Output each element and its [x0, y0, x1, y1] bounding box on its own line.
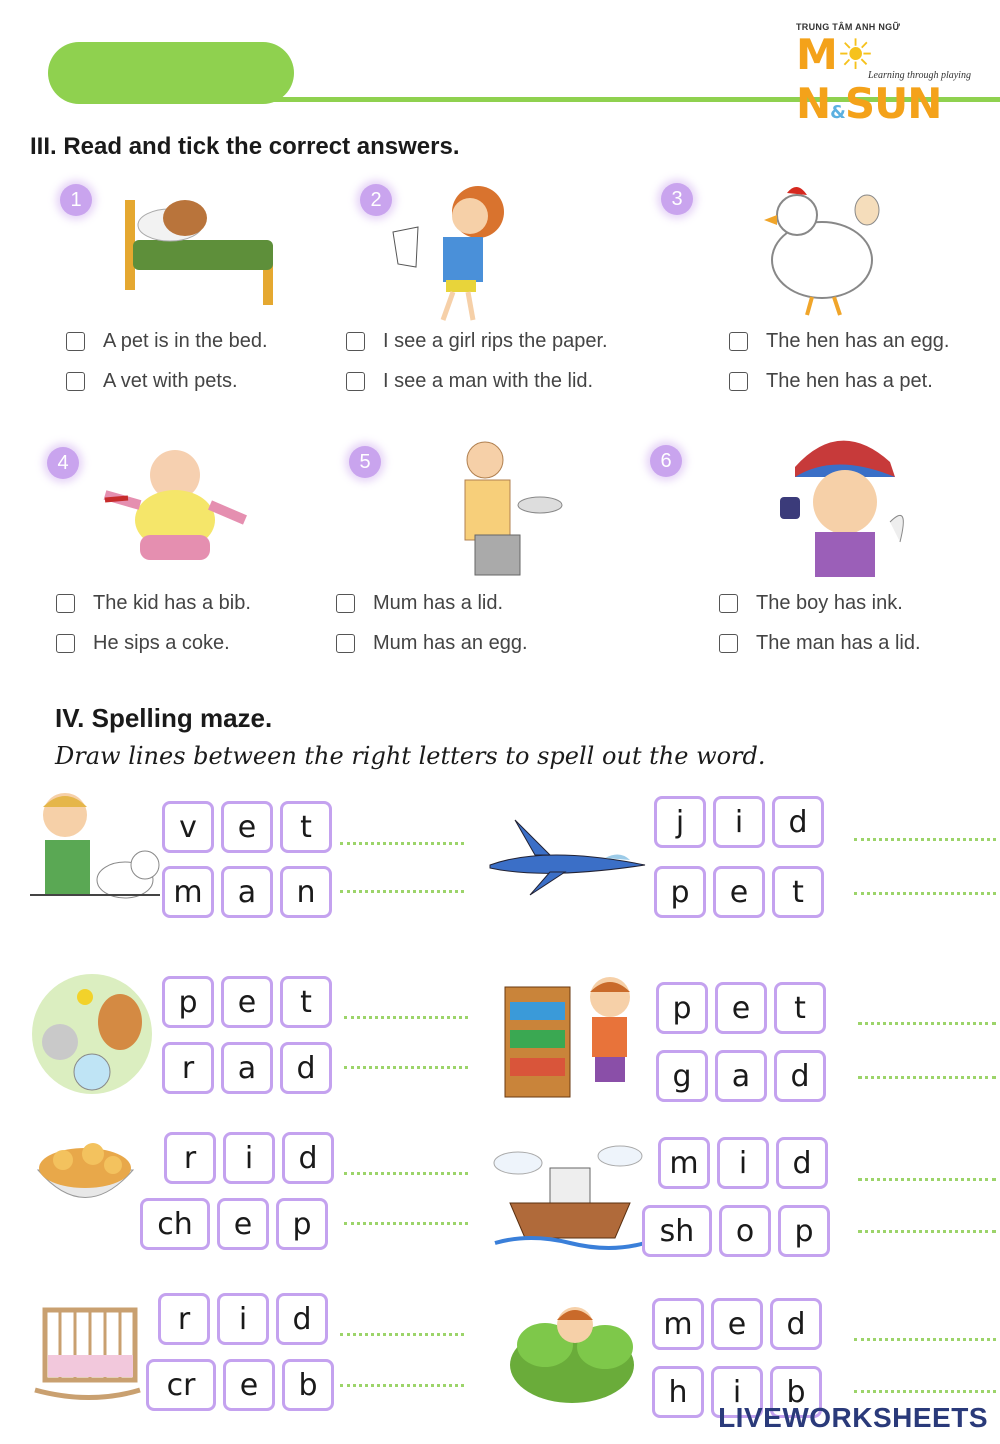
letter-tile[interactable]: p — [162, 976, 214, 1028]
letter-tile[interactable]: o — [719, 1205, 771, 1257]
letter-tile[interactable]: sh — [642, 1205, 712, 1257]
maze-2-top — [654, 796, 831, 848]
option-3a[interactable] — [729, 330, 949, 353]
letter-tile[interactable]: i — [711, 1366, 763, 1418]
answer-line[interactable] — [854, 892, 996, 895]
answer-line[interactable] — [340, 890, 464, 893]
checkbox[interactable] — [66, 372, 85, 391]
letter-tile[interactable]: e — [217, 1198, 269, 1250]
checkbox[interactable] — [56, 594, 75, 613]
letter-tile[interactable]: t — [774, 982, 826, 1034]
option-label: The hen has a pet. — [766, 370, 933, 392]
maze-3-bottom — [162, 1042, 339, 1094]
option-3b[interactable] — [729, 370, 933, 393]
letter-tile[interactable]: b — [770, 1366, 822, 1418]
answer-line[interactable] — [344, 1016, 468, 1019]
option-6a[interactable] — [719, 592, 903, 615]
letter-tile[interactable]: i — [223, 1132, 275, 1184]
checkbox[interactable] — [336, 594, 355, 613]
question-number-1: 1 — [60, 184, 92, 216]
maze-2-bottom — [654, 866, 831, 918]
option-label: A pet is in the bed. — [103, 330, 268, 352]
checkbox[interactable] — [719, 634, 738, 653]
section-3-title: III. Read and tick the correct answers. — [30, 133, 460, 160]
chips-picture — [33, 1140, 138, 1220]
option-label: The kid has a bib. — [93, 592, 251, 614]
letter-tile[interactable]: d — [772, 796, 824, 848]
option-label: A vet with pets. — [103, 370, 238, 392]
letter-tile[interactable]: i — [717, 1137, 769, 1189]
letter-tile[interactable]: i — [217, 1293, 269, 1345]
option-1a[interactable] — [66, 330, 268, 353]
sun-icon: ☀ — [836, 30, 874, 79]
logo-amp: & — [830, 102, 845, 123]
letter-tile[interactable]: t — [280, 801, 332, 853]
girl-paper-picture — [388, 172, 528, 322]
option-label: I see a girl rips the paper. — [383, 330, 608, 352]
letter-tile[interactable]: a — [715, 1050, 767, 1102]
section-4-title: IV. Spelling maze. — [55, 703, 273, 733]
option-4a[interactable] — [56, 592, 251, 615]
letter-tile[interactable]: d — [276, 1293, 328, 1345]
answer-line[interactable] — [858, 1022, 996, 1025]
letter-tile[interactable]: e — [711, 1298, 763, 1350]
letter-tile[interactable]: m — [162, 866, 214, 918]
checkbox[interactable] — [346, 332, 365, 351]
maze-5-bottom — [140, 1198, 335, 1250]
letter-tile[interactable]: p — [656, 982, 708, 1034]
answer-line[interactable] — [854, 1338, 996, 1341]
letter-tile[interactable]: v — [162, 801, 214, 853]
answer-line[interactable] — [858, 1076, 996, 1079]
letter-tile[interactable]: r — [158, 1293, 210, 1345]
letter-tile[interactable]: e — [713, 866, 765, 918]
question-number-2: 2 — [360, 184, 392, 216]
boy-hide-picture — [505, 1295, 640, 1405]
question-number-3: 3 — [661, 183, 693, 215]
logo-tagline: Learning through playing — [868, 70, 971, 81]
letter-tile[interactable]: i — [713, 796, 765, 848]
answer-line[interactable] — [344, 1172, 468, 1175]
letter-tile[interactable]: d — [280, 1042, 332, 1094]
maze-7-top — [158, 1293, 335, 1345]
letter-tile[interactable]: j — [654, 796, 706, 848]
maze-1-top — [162, 801, 339, 853]
letter-tile[interactable]: p — [276, 1198, 328, 1250]
maze-5-top — [164, 1132, 341, 1184]
header-pill — [48, 42, 294, 104]
option-label: The boy has ink. — [756, 592, 903, 614]
ship-picture — [490, 1128, 650, 1253]
option-2b[interactable] — [346, 370, 593, 393]
section-4-instruction: Draw lines between the right letters to spell out the word. — [55, 742, 766, 770]
option-6b[interactable] — [719, 632, 921, 655]
jet-picture — [485, 810, 650, 895]
answer-line[interactable] — [340, 1384, 464, 1387]
letter-tile[interactable]: b — [282, 1359, 334, 1411]
option-label: Mum has a lid. — [373, 592, 504, 614]
letter-tile[interactable]: t — [772, 866, 824, 918]
letter-tile[interactable]: m — [652, 1298, 704, 1350]
checkbox[interactable] — [346, 372, 365, 391]
letter-tile[interactable]: e — [221, 801, 273, 853]
letter-tile[interactable]: d — [770, 1298, 822, 1350]
question-number-4: 4 — [47, 447, 79, 479]
letter-tile[interactable]: d — [774, 1050, 826, 1102]
question-number-6: 6 — [650, 445, 682, 477]
maze-4-top — [656, 982, 833, 1034]
option-1b[interactable] — [66, 370, 238, 393]
logo-letter-m: M — [796, 30, 837, 79]
answer-line[interactable] — [854, 1390, 996, 1393]
maze-8-top — [652, 1298, 829, 1350]
option-label: The hen has an egg. — [766, 330, 950, 352]
logo-letter-n: N — [796, 79, 831, 128]
letter-tile[interactable]: t — [280, 976, 332, 1028]
letter-tile[interactable]: n — [280, 866, 332, 918]
option-5b[interactable] — [336, 632, 528, 655]
option-label: The man has a lid. — [756, 632, 921, 654]
option-2a[interactable] — [346, 330, 608, 353]
question-number-5: 5 — [349, 446, 381, 478]
letter-tile[interactable]: e — [221, 976, 273, 1028]
maze-4-bottom — [656, 1050, 833, 1102]
letter-tile[interactable]: a — [221, 866, 273, 918]
letter-tile[interactable]: p — [654, 866, 706, 918]
answer-line[interactable] — [858, 1230, 996, 1233]
answer-line[interactable] — [854, 838, 996, 841]
answer-line[interactable] — [344, 1066, 468, 1069]
answer-line[interactable] — [344, 1222, 468, 1225]
maze-6-top — [658, 1137, 835, 1189]
option-label: I see a man with the lid. — [383, 370, 594, 392]
answer-line[interactable] — [858, 1178, 996, 1181]
checkbox[interactable] — [66, 332, 85, 351]
letter-tile[interactable]: g — [656, 1050, 708, 1102]
watermark: LIVEWORKSHEETS — [718, 1402, 988, 1433]
option-label: He sips a coke. — [93, 632, 230, 654]
letter-tile[interactable]: r — [164, 1132, 216, 1184]
hen-picture — [752, 175, 892, 320]
checkbox[interactable] — [56, 634, 75, 653]
checkbox[interactable] — [336, 634, 355, 653]
dog-in-bed-picture — [115, 180, 285, 315]
letter-tile[interactable]: cr — [146, 1359, 216, 1411]
baby-bib-picture — [100, 440, 250, 580]
maze-6-bottom — [642, 1205, 837, 1257]
option-5a[interactable] — [336, 592, 503, 615]
maze-3-top — [162, 976, 339, 1028]
answer-line[interactable] — [340, 1333, 464, 1336]
letter-tile[interactable]: r — [162, 1042, 214, 1094]
maze-1-bottom — [162, 866, 339, 918]
letter-tile[interactable]: ch — [140, 1198, 210, 1250]
letter-tile[interactable]: d — [776, 1137, 828, 1189]
logo-caption: TRUNG TÂM ANH NGỮ — [796, 22, 901, 32]
letter-tile[interactable]: d — [282, 1132, 334, 1184]
logo-sun: SUN — [844, 79, 942, 128]
letter-tile[interactable]: a — [221, 1042, 273, 1094]
checkbox[interactable] — [729, 372, 748, 391]
crib-picture — [30, 1295, 145, 1405]
option-label: Mum has an egg. — [373, 632, 528, 654]
maze-7-bottom — [146, 1359, 341, 1411]
letter-tile[interactable]: e — [715, 982, 767, 1034]
letter-tile[interactable]: p — [778, 1205, 830, 1257]
vet-picture — [30, 785, 160, 915]
letter-tile[interactable]: m — [658, 1137, 710, 1189]
option-4b[interactable] — [56, 632, 230, 655]
boy-ink-picture — [775, 422, 915, 582]
letter-tile[interactable]: e — [223, 1359, 275, 1411]
answer-line[interactable] — [340, 842, 464, 845]
letter-tile[interactable]: h — [652, 1366, 704, 1418]
pets-picture — [30, 972, 160, 1097]
boy-bookcase-picture — [500, 972, 640, 1102]
mum-lid-picture — [430, 435, 570, 580]
checkbox[interactable] — [719, 594, 738, 613]
checkbox[interactable] — [729, 332, 748, 351]
